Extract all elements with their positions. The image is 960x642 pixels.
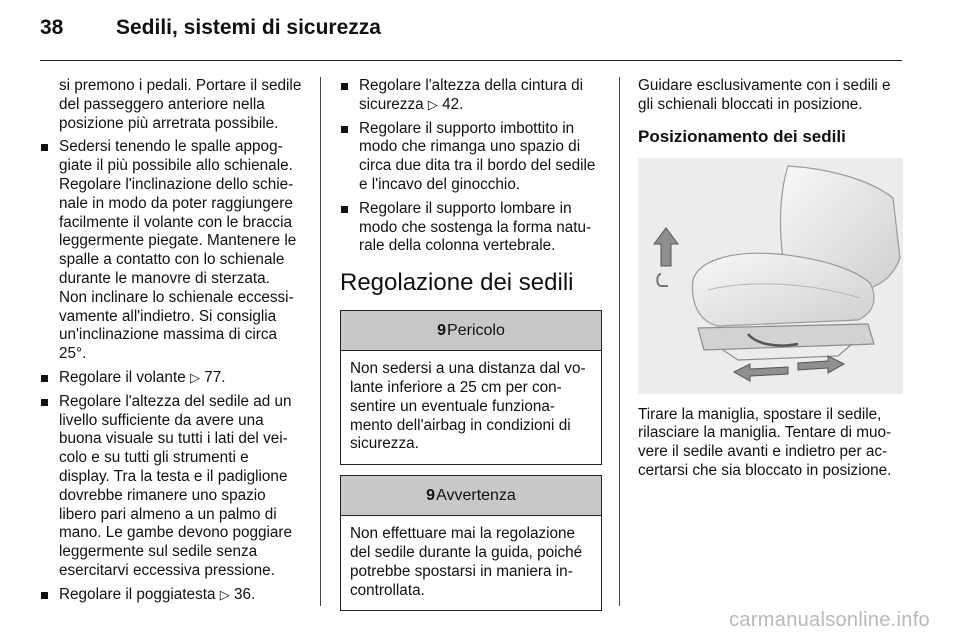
page-title: Sedili, sistemi di sicurezza: [116, 16, 381, 39]
page-reference[interactable]: 77.: [204, 368, 226, 386]
warning-header: [341, 476, 601, 516]
danger-title: Pericolo: [447, 322, 505, 340]
bullet-list: [340, 77, 602, 256]
danger-header: [341, 311, 601, 351]
list-item: Sedersi tenendo le spalle appoggiate il più possibile allo schienale. Regolare l'inclinazione dello schienale in modo da poter raggiungere facilmente il volante con le braccia leggermente piegate. Mantenere le spalle a contatto con lo schienale durante le manovre di sterzata. Non inclinare lo schienale eccessivamente all'indietro. Si consiglia un'inclinazione massima di circa 25°.: [40, 138, 302, 364]
column-1: [40, 77, 302, 610]
page-reference[interactable]: 36.: [233, 585, 256, 603]
page-header: [40, 16, 920, 56]
ref-arrow-icon: ▷: [427, 96, 438, 112]
bullet-list: [40, 138, 302, 604]
list-item: Regolare il volante ▷ 77.: [40, 369, 302, 388]
column-3: [638, 77, 903, 481]
column-2: [340, 77, 602, 621]
ref-arrow-icon: ▷: [189, 369, 200, 385]
ref-arrow-icon: ▷: [219, 586, 230, 602]
warning-box: [340, 475, 602, 611]
list-item: Regolare l'altezza del sedile ad un livello sufficiente da avere una buona visuale su tutti i lati del veicolo e su tutti gli strumenti e display. Tra la testa e il padiglione dovrebbe rimanere uno spazio libero pari almeno a un palmo di mano. Le gambe devono poggiare leggermente sul sedile senza esercitarvi eccessiva pressione.: [40, 393, 302, 581]
section-heading: Regolazione dei sedili: [340, 269, 574, 297]
list-item: Regolare il supporto lombare in modo che sostenga la forma naturale della colonna vertebrale.: [340, 200, 602, 256]
warning-text: Non effettuare mai la regolazione del sedile durante la guida, poiché potrebbe spostarsi in maniera incontrollata.: [350, 525, 583, 599]
column-divider: [320, 77, 321, 606]
intro-text: Guidare esclusivamente con i sedili e gli schienali bloccati in posizione.: [638, 77, 891, 113]
continuation-text: si premono i pedali. Portare il sedile del passeggero anteriore nella posizione più arretrata possibile.: [59, 77, 302, 132]
warning-title: Avvertenza: [436, 487, 516, 505]
danger-box: [340, 310, 602, 465]
page-number: 38: [40, 16, 64, 39]
warning-triangle-icon: 9: [437, 322, 447, 340]
header-divider: [40, 60, 902, 61]
list-item: Regolare il poggiatesta ▷ 36.: [40, 586, 302, 605]
watermark: carmanualsonline.info: [729, 609, 930, 631]
danger-text: Non sedersi a una distanza dal volante inferiore a 25 cm per consentire un eventuale funzionamento dell'airbag in condizioni di sicurezza.: [350, 360, 586, 453]
page-reference[interactable]: 42.: [442, 95, 464, 113]
warning-triangle-icon: 9: [426, 487, 436, 505]
subsection-heading: Posizionamento dei sedili: [638, 126, 846, 146]
seat-adjustment-icon: [638, 158, 903, 394]
column-divider: [619, 77, 620, 606]
list-item: Regolare il supporto imbottito in modo che rimanga uno spazio di circa due dita tra il bordo del sedile e l'incavo del ginocchio.: [340, 120, 602, 195]
caption-text: Tirare la maniglia, spostare il sedile, rilasciare la maniglia. Tentare di muovere il sedile avanti e indietro per accertarsi che sia bloccato in posizione.: [638, 405, 892, 479]
seat-adjustment-illustration: [638, 158, 903, 394]
list-item: Regolare l'altezza della cintura di sicurezza ▷ 42.: [340, 77, 602, 115]
